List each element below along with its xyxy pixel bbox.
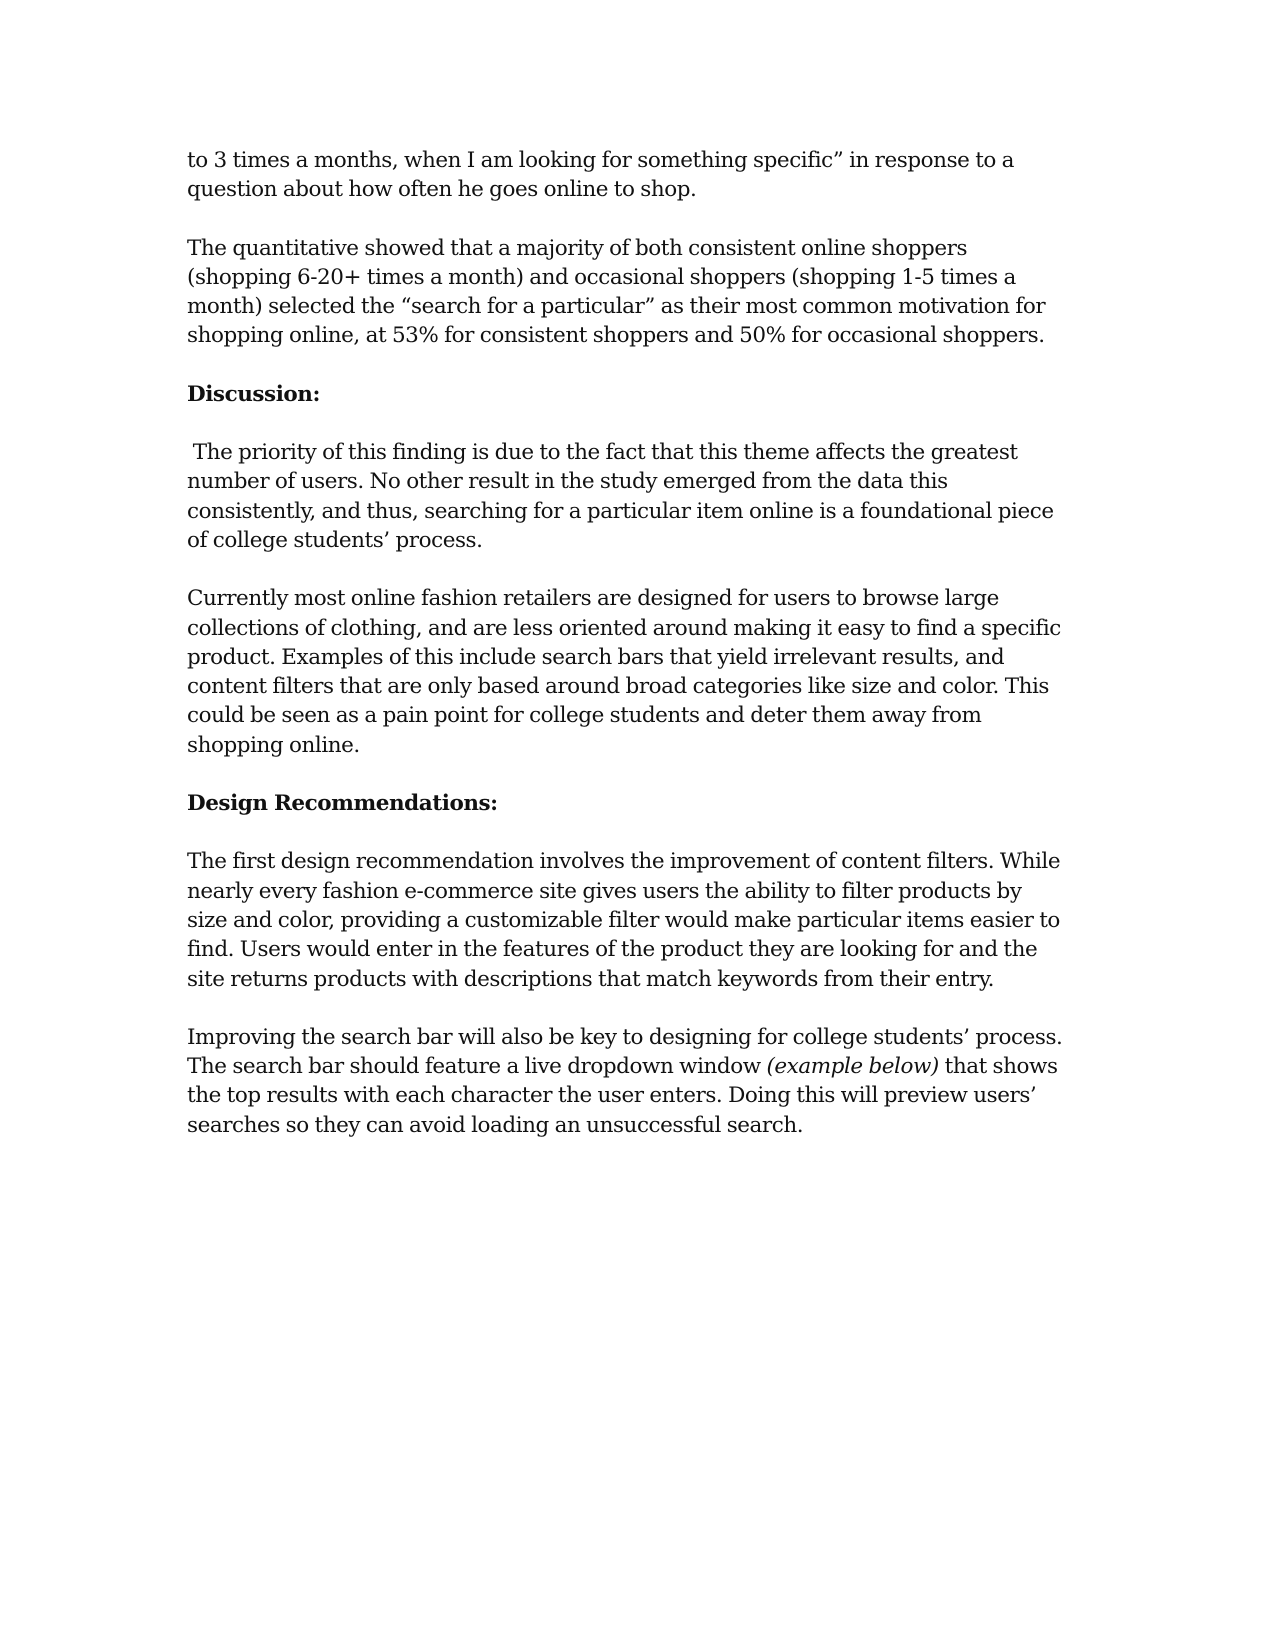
text-line: product. Examples of this include search bars that yield irrelevant results, and xyxy=(187,644,1005,670)
text-line: searches so they can avoid loading an unsuccessful search. xyxy=(187,1112,804,1138)
design-recommendations-heading: Design Recommendations: xyxy=(187,791,498,817)
text-line: site returns products with descriptions that match keywords from their entry. xyxy=(187,966,995,992)
text-line: (shopping 6-20+ times a month) and occasional shoppers (shopping 1-5 times a xyxy=(187,264,1016,290)
paragraph-retailers xyxy=(187,584,1087,760)
text-line: the top results with each character the user enters. Doing this will preview users’ xyxy=(187,1083,1037,1109)
text-line: The first design recommendation involves the improvement of content filters. While xyxy=(187,849,1061,875)
paragraph-quantitative xyxy=(187,234,1087,351)
paragraph-content-filters xyxy=(187,847,1087,993)
text-segment: The search bar should feature a live dropdown window xyxy=(187,1054,767,1080)
text-line: nearly every fashion e-commerce site gives users the ability to filter products by xyxy=(187,878,1022,904)
text-line: size and color, providing a customizable filter would make particular items easier to xyxy=(187,907,1060,933)
text-line: content filters that are only based around broad categories like size and color. This xyxy=(187,674,1049,700)
italic-example-note: (example below) xyxy=(766,1054,939,1080)
discussion-heading: Discussion: xyxy=(187,381,320,407)
text-line: consistently, and thus, searching for a particular item online is a foundational piece xyxy=(187,498,1054,524)
text-line: Improving the search bar will also be key to designing for college students’ process. xyxy=(187,1024,1063,1050)
text-line: shopping online. xyxy=(187,732,360,758)
text-line: The quantitative showed that a majority of both consistent online shoppers xyxy=(187,235,968,261)
paragraph-search-bar xyxy=(187,1023,1087,1140)
text-line: month) selected the “search for a particular” as their most common motivation for xyxy=(187,294,1046,320)
text-segment: that shows xyxy=(938,1054,1058,1080)
text-line: The priority of this finding is due to the fact that this theme affects the greatest xyxy=(187,440,1018,466)
text-line: number of users. No other result in the study emerged from the data this xyxy=(187,469,948,495)
text-line: to 3 times a months, when I am looking for something specific” in response to a xyxy=(187,148,1015,173)
text-line: shopping online, at 53% for consistent shoppers and 50% for occasional shoppers. xyxy=(187,323,1045,349)
text-line: of college students’ process. xyxy=(187,527,483,553)
paragraph-priority xyxy=(187,438,1087,555)
paragraph-interview-quote xyxy=(187,146,1087,205)
text-line: question about how often he goes online to shop. xyxy=(187,177,697,203)
text-line: could be seen as a pain point for college students and deter them away from xyxy=(187,703,982,729)
text-line: collections of clothing, and are less oriented around making it easy to find a specific xyxy=(187,615,1061,641)
text-line-with-italic xyxy=(187,1052,1087,1081)
text-line: find. Users would enter in the features of the product they are looking for and the xyxy=(187,937,1038,963)
document-page xyxy=(187,146,1087,1169)
text-line: Currently most online fashion retailers are designed for users to browse large xyxy=(187,586,999,612)
